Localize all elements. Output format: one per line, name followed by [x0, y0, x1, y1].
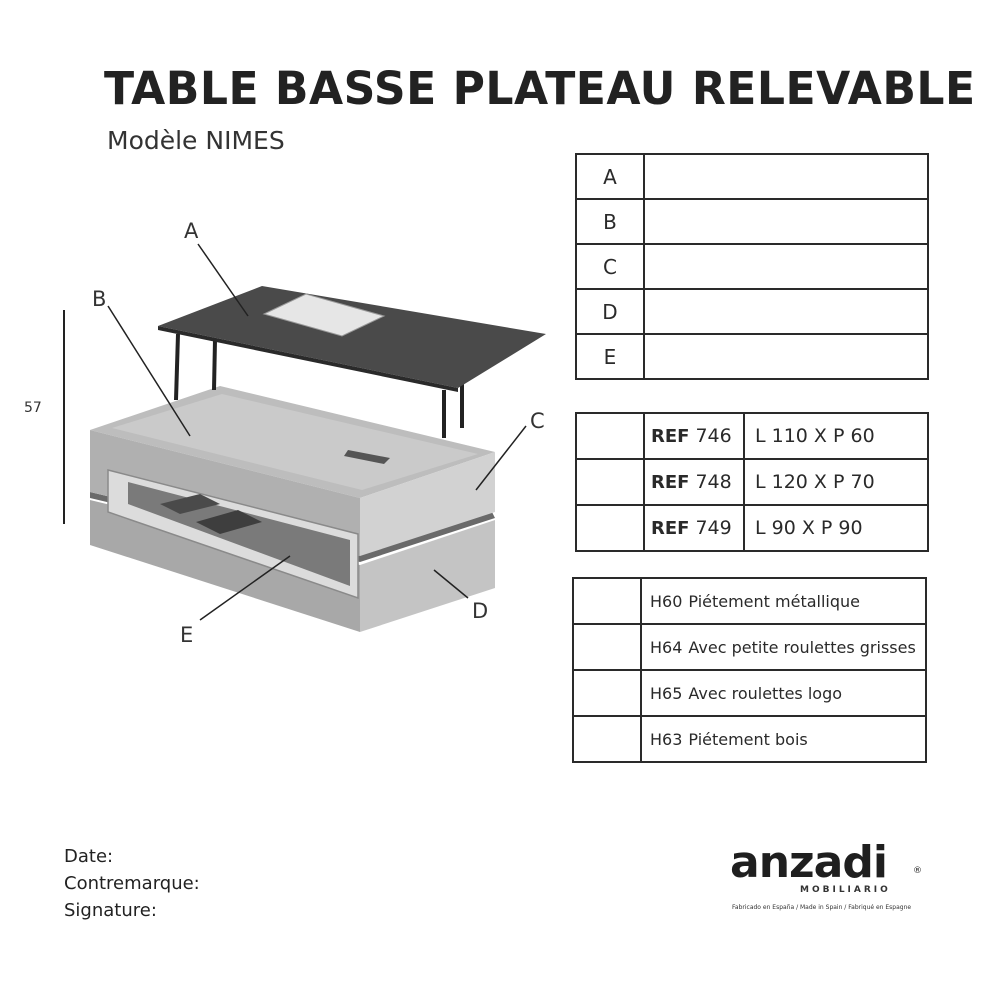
table-row — [576, 154, 928, 199]
lift-leg-2 — [214, 340, 215, 390]
date-label: Date: — [64, 846, 114, 867]
size-cell: L 90 X P 90 — [744, 505, 928, 551]
logo-subtitle: MOBILIARIO — [800, 885, 891, 895]
reference-table — [575, 412, 929, 552]
size-cell: L 120 X P 70 — [744, 459, 928, 505]
ref-cell — [644, 413, 744, 459]
logo-wordmark: anzadi — [730, 837, 887, 888]
signature-block — [64, 843, 200, 924]
part-value-field[interactable] — [644, 334, 928, 379]
ref-label: REF — [651, 426, 690, 447]
option-cell — [641, 578, 926, 624]
table-row — [576, 459, 928, 505]
table-row — [573, 578, 926, 624]
option-code: H60 — [650, 591, 683, 611]
made-in-note: Fabricado en España / Made in Spain / Fabriqué en Espagne — [732, 904, 912, 911]
option-text: Piétement bois — [688, 729, 808, 749]
contremarque-label: Contremarque: — [64, 873, 200, 894]
option-cell — [641, 716, 926, 762]
label-e: E — [180, 623, 194, 647]
ref-number: 748 — [695, 471, 732, 493]
lift-leg-1 — [176, 334, 178, 400]
part-key: B — [576, 199, 644, 244]
table-row — [576, 289, 928, 334]
size-cell: L 110 X P 60 — [744, 413, 928, 459]
table-row — [576, 413, 928, 459]
part-value-field[interactable] — [644, 154, 928, 199]
table-row — [576, 505, 928, 551]
height-dimension-label: 57 — [24, 400, 42, 416]
page-title: TABLE BASSE PLATEAU RELEVABLE — [104, 62, 976, 115]
registered-mark: ® — [913, 866, 922, 876]
model-subtitle: Modèle NIMES — [107, 126, 285, 155]
option-cell — [641, 624, 926, 670]
option-select-cell[interactable] — [573, 578, 641, 624]
table-row — [573, 716, 926, 762]
ref-select-cell[interactable] — [576, 459, 644, 505]
option-select-cell[interactable] — [573, 624, 641, 670]
ref-select-cell[interactable] — [576, 413, 644, 459]
option-text: Piétement métallique — [688, 591, 861, 611]
parts-table — [575, 153, 929, 380]
part-key: D — [576, 289, 644, 334]
label-b: B — [92, 287, 107, 311]
brand-logo — [730, 838, 930, 918]
part-value-field[interactable] — [644, 199, 928, 244]
label-d: D — [472, 599, 489, 623]
ref-label: REF — [651, 518, 690, 539]
table-row — [576, 334, 928, 379]
table-row — [576, 199, 928, 244]
options-table — [572, 577, 927, 763]
option-select-cell[interactable] — [573, 670, 641, 716]
ref-cell — [644, 505, 744, 551]
option-text: Avec roulettes logo — [688, 683, 843, 703]
signature-label: Signature: — [64, 900, 157, 921]
ref-label: REF — [651, 472, 690, 493]
ref-select-cell[interactable] — [576, 505, 644, 551]
part-key: E — [576, 334, 644, 379]
option-text: Avec petite roulettes grisses — [688, 637, 916, 657]
part-value-field[interactable] — [644, 289, 928, 334]
table-row — [576, 244, 928, 289]
table-row — [573, 670, 926, 716]
label-c: C — [530, 409, 545, 433]
ref-number: 749 — [695, 517, 732, 539]
option-cell — [641, 670, 926, 716]
table-drawing — [0, 200, 570, 660]
ref-cell — [644, 459, 744, 505]
option-code: H63 — [650, 729, 683, 749]
table-row — [573, 624, 926, 670]
option-select-cell[interactable] — [573, 716, 641, 762]
ref-number: 746 — [695, 425, 732, 447]
label-a: A — [184, 219, 199, 243]
part-value-field[interactable] — [644, 244, 928, 289]
part-key: A — [576, 154, 644, 199]
option-code: H64 — [650, 637, 683, 657]
option-code: H65 — [650, 683, 683, 703]
part-key: C — [576, 244, 644, 289]
